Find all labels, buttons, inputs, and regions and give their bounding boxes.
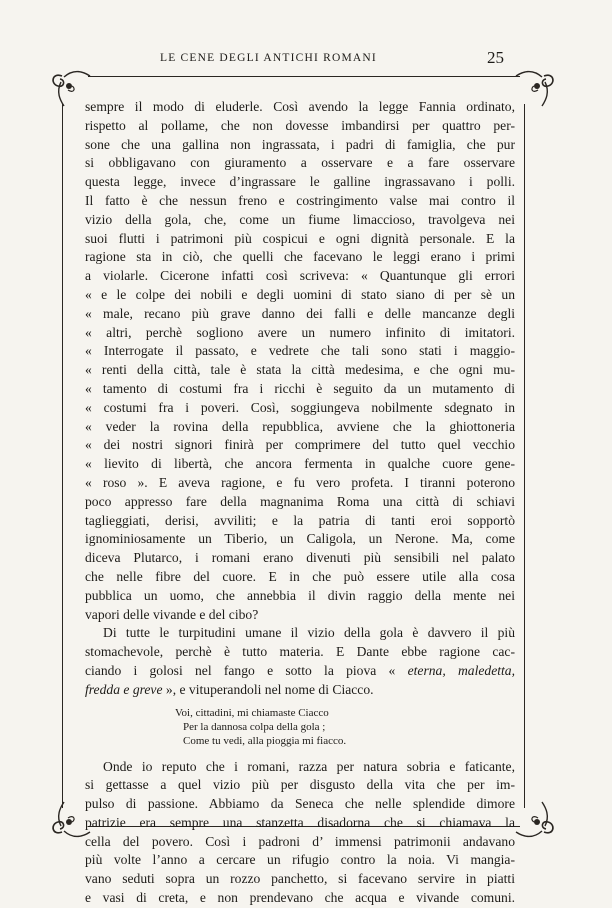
running-title: LE CENE DEGLI ANTICHI ROMANI: [160, 52, 377, 64]
text-line: più volte l’anno a cercare un rifugio contro la noia. Vi mangia-: [85, 852, 515, 868]
text-line: vapori delle vivande e del cibo?: [85, 606, 259, 622]
italic-quote: fredda e greve: [85, 681, 163, 697]
text-line: cella del povero. Così i padroni d’ immensi patrimonii andavano: [85, 833, 515, 849]
text-line: si obbligavano con giuramento a osservare e a fare osservare: [85, 155, 515, 171]
text-line: e vasi di creta, e non prendevano che acqua e vivande comuni.: [85, 890, 515, 906]
text-line: « tamento di costumi fra i ricchi è seguito da un mutamento di: [85, 380, 515, 396]
text-line: si gettasse a quel vizio più per disgusto della vita che per im-: [85, 777, 515, 793]
text-line: che nelle fibre del cuore. E in che può essere utile alla cosa: [85, 568, 515, 584]
frame-right-rule: [524, 104, 525, 808]
text-line: « male, recano più grave danno dei falli e delle mancanze degli: [85, 305, 515, 321]
text-line: « costumi fra i poveri. Così, soggiungeva nobilmente sdegnato in: [85, 399, 515, 415]
frame-top-rule: [88, 76, 520, 77]
text-segment: », e vituperandoli nel nome di Ciacco.: [162, 681, 374, 697]
paragraph-2: [85, 624, 515, 699]
text-line: [85, 662, 515, 681]
page-number: 25: [487, 48, 504, 67]
text-line: ragione sta in ciò, che quelli che facevano le leggi erano i primi: [85, 249, 515, 265]
corner-ornament-top-right-icon: [512, 62, 562, 108]
text-line: « roso ». E aveva ragione, e fu vero profeta. I tiranni poterono: [85, 474, 515, 490]
corner-ornament-bottom-right-icon: [512, 800, 562, 846]
text-line: vano seduti sopra un rozzo panchetto, si facevano servire in piatti: [85, 871, 515, 887]
text-line: vizio della gola, che, come un fiume limaccioso, travolgeva nei: [85, 211, 515, 227]
text-line: « Interrogate il passato, e vedrete che tali sono stati i maggio-: [85, 343, 515, 359]
text-line: questa legge, invece d’ingrassare le galline ingrassavano i polli.: [85, 174, 515, 190]
text-line: poco appresso fare della magnanima Roma una città di schiavi: [85, 493, 515, 509]
text-line: Onde io reputo che i romani, razza per natura sobria e faticante,: [103, 758, 515, 774]
text-line: « altri, perchè sogliono avere un numero infinito di imitatori.: [85, 324, 515, 340]
text-line: rispetto al pollame, che non dovesse imbandirsi per quattro per-: [85, 117, 515, 133]
text-line: a violarle. Cicerone infatti così scriveva: « Quantunque gli errori: [85, 268, 515, 284]
text-line: sone che una gallina non ingrassata, i padri di famiglia, che pur: [85, 136, 515, 152]
text-line: « lievito di libertà, che ancora fermenta in qualche cuore gene-: [85, 456, 515, 472]
paragraph-1: [85, 98, 515, 624]
text-segment: ciando i golosi nel fango e sotto la piova «: [85, 662, 408, 678]
text-line: sempre il modo di eluderle. Così avendo la legge Fannia ordinato,: [85, 99, 515, 114]
paragraph-3: [85, 758, 515, 908]
text-line: « e le colpe dei nobili e degli uomini di stato siano di per sè un: [85, 286, 515, 302]
body-text: [85, 98, 515, 908]
verse-line: Voi, cittadini, mi chiamaste Ciacco: [175, 706, 329, 719]
text-line: diceva Plutarco, i romani erano divenuti più sensibili nel palato: [85, 550, 515, 566]
text-line: Il fatto è che nessun freno e costringimento valse mai contro il: [85, 192, 515, 208]
verse-quotation: [85, 706, 515, 748]
text-line: stomachevole, perchè è tutto materia. E Dante ebbe ragione cac-: [85, 644, 515, 660]
text-line: « veder la rovina della repubblica, avviene che la ghiottoneria: [85, 418, 515, 434]
text-line: « dei nostri signori finirà per comprimere del tutto quel vecchio: [85, 437, 515, 453]
text-line: [85, 681, 515, 700]
verse-line: Come tu vedi, alla pioggia mi fiacco.: [183, 734, 347, 747]
text-line: pubblica un uomo, che annebbia il divin raggio della mente nei: [85, 587, 515, 603]
text-line: patrizie era sempre una stanzetta disadorna che si chiamava la: [85, 814, 515, 830]
italic-quote: eterna, maledetta,: [407, 662, 515, 678]
text-line: suoi flutti i patrimoni più cospicui e ogni dignità personale. E la: [85, 230, 515, 246]
text-line: Di tutte le turpitudini umane il vizio della gola è davvero il più: [103, 625, 515, 641]
text-line: « renti della città, tale è stata la città medesima, e che ogni mu-: [85, 362, 515, 378]
text-line: taglieggiati, derisi, avviliti; e la patria di tanti eroi sopportò: [85, 512, 515, 528]
frame-left-rule: [62, 104, 63, 808]
text-line: pulso di passione. Abbiamo da Seneca che nelle splendide dimore: [85, 796, 515, 812]
verse-line: Per la dannosa colpa della gola ;: [183, 720, 326, 733]
text-line: ignominiosamente un Tiberio, un Caligola, un Nerone. Ma, come: [85, 531, 515, 547]
